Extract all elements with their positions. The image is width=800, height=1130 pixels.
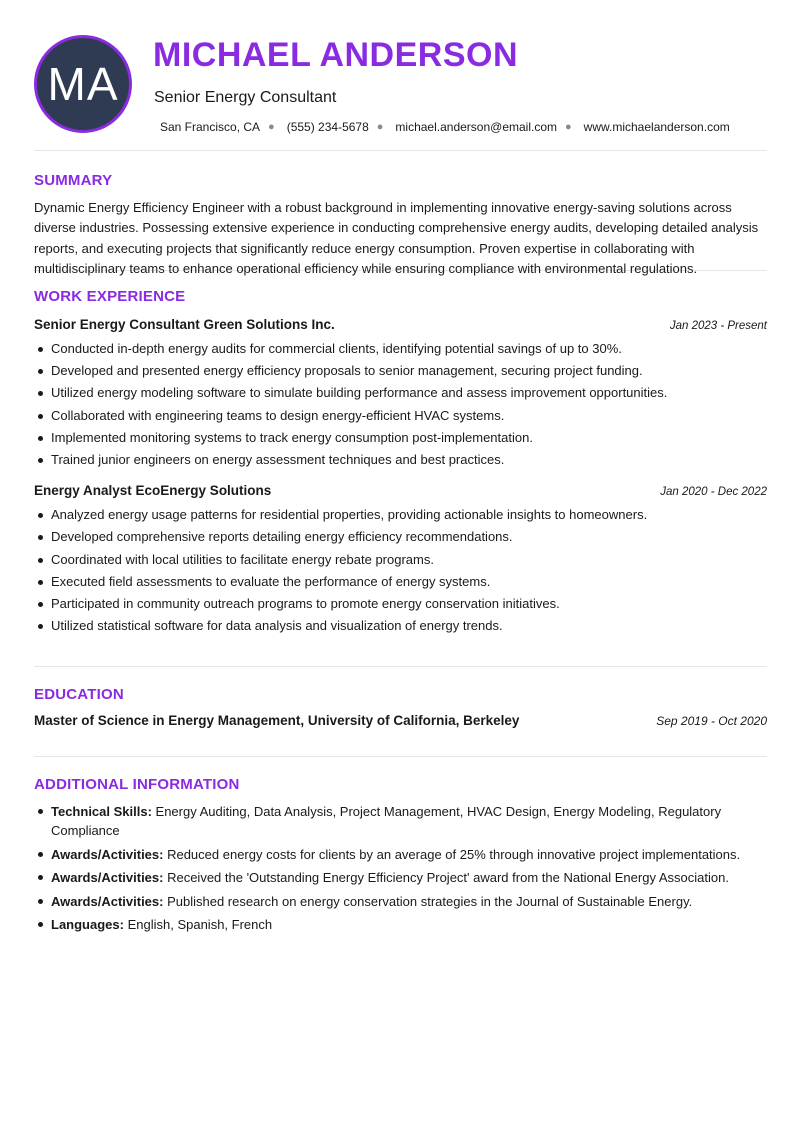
job-role: Energy Analyst EcoEnergy Solutions	[34, 483, 272, 499]
info-item	[34, 845, 767, 864]
info-label: Technical Skills:	[51, 804, 152, 819]
additional-information-section	[34, 757, 767, 934]
job-header	[34, 483, 767, 498]
job-header	[34, 317, 767, 332]
bullet-item: Participated in community outreach programs to promote energy conservation initiatives.	[34, 593, 767, 615]
bullet-item: Analyzed energy usage patterns for residential properties, providing actionable insights to homeowners.	[34, 504, 767, 526]
info-item	[34, 892, 767, 911]
contact-info	[160, 120, 730, 134]
info-text: English, Spanish, French	[123, 917, 273, 932]
summary-text: Dynamic Energy Efficiency Engineer with a robust background in implementing innovative energy-saving solutions across diverse industries. Possessing extensive experience in conducting comprehensive energy audits, developing detailed analysis reports, and executing projects that significantly reduce energy consumption. Proven expertise in collaborating with multidisciplinary teams to enhance operational efficiency while ensuring compliance with environmental regulations.	[34, 200, 759, 276]
job-entry	[34, 483, 767, 637]
avatar-initials: MA	[47, 58, 119, 110]
education-section	[34, 667, 767, 757]
contact-email: michael.anderson@email.com	[395, 120, 558, 134]
section-heading: ADDITIONAL INFORMATION	[34, 776, 240, 793]
section-heading: WORK EXPERIENCE	[34, 288, 186, 305]
job-bullets	[34, 504, 767, 637]
info-label: Awards/Activities:	[51, 870, 164, 885]
info-label: Languages:	[51, 917, 124, 932]
info-label: Awards/Activities:	[51, 893, 164, 909]
avatar	[34, 35, 132, 133]
candidate-title: Senior Energy Consultant	[154, 89, 337, 106]
separator-dot-icon: ●	[376, 121, 384, 133]
work-experience-section	[34, 271, 767, 667]
separator-dot-icon: ●	[268, 121, 275, 133]
bullet-item: Coordinated with local utilities to facilitate energy rebate programs.	[34, 549, 767, 571]
info-text: Received the 'Outstanding Energy Efficiency Project' award from the National Energy Association.	[163, 870, 729, 885]
job-dates: Jan 2023 - Present	[669, 320, 767, 332]
education-entry	[34, 713, 767, 728]
contact-location: San Francisco, CA	[160, 120, 261, 134]
candidate-name: MICHAEL ANDERSON	[153, 36, 519, 74]
info-item	[34, 868, 767, 887]
job-entry	[34, 317, 767, 471]
bullet-item: Conducted in-depth energy audits for commercial clients, identifying potential savings of up to 30%.	[34, 338, 767, 360]
section-heading: SUMMARY	[34, 172, 113, 189]
separator-dot-icon: ●	[565, 121, 572, 133]
bullet-item: Utilized energy modeling software to simulate building performance and assess improvement opportunities.	[34, 382, 767, 404]
bullet-item: Trained junior engineers on energy assessment techniques and best practices.	[34, 449, 767, 471]
job-dates: Jan 2020 - Dec 2022	[660, 486, 767, 499]
education-dates: Sep 2019 - Oct 2020	[656, 714, 767, 728]
bullet-item: Utilized statistical software for data analysis and visualization of energy trends.	[34, 615, 767, 637]
bullet-item: Developed comprehensive reports detailing energy efficiency recommendations.	[34, 526, 767, 548]
job-bullets	[34, 338, 767, 471]
info-text: Energy Auditing, Data Analysis, Project Management, HVAC Design, Energy Modeling, Regulatory Compliance	[51, 804, 722, 838]
degree: Master of Science in Energy Management, University of California, Berkeley	[34, 713, 520, 728]
contact-website: www.michaelanderson.com	[583, 120, 730, 134]
info-item	[34, 802, 767, 840]
bullet-item: Developed and presented energy efficiency proposals to senior management, securing project funding.	[34, 360, 767, 382]
additional-info-list	[34, 802, 767, 934]
info-item	[34, 915, 767, 934]
bullet-item: Collaborated with engineering teams to design energy-efficient HVAC systems.	[34, 405, 767, 427]
bullet-item: Executed field assessments to evaluate the performance of energy systems.	[34, 571, 767, 593]
contact-phone: (555) 234-5678	[286, 120, 369, 134]
section-heading: EDUCATION	[34, 686, 124, 703]
info-text: Reduced energy costs for clients by an average of 25% through innovative project implementations.	[163, 846, 741, 862]
bullet-item: Implemented monitoring systems to track energy consumption post-implementation.	[34, 427, 767, 449]
info-label: Awards/Activities:	[51, 846, 164, 862]
resume-header	[34, 0, 767, 151]
job-role: Senior Energy Consultant Green Solutions Inc.	[34, 317, 335, 332]
summary-section	[34, 151, 767, 276]
info-text: Published research on energy conservation strategies in the Journal of Sustainable Energy.	[163, 893, 693, 909]
